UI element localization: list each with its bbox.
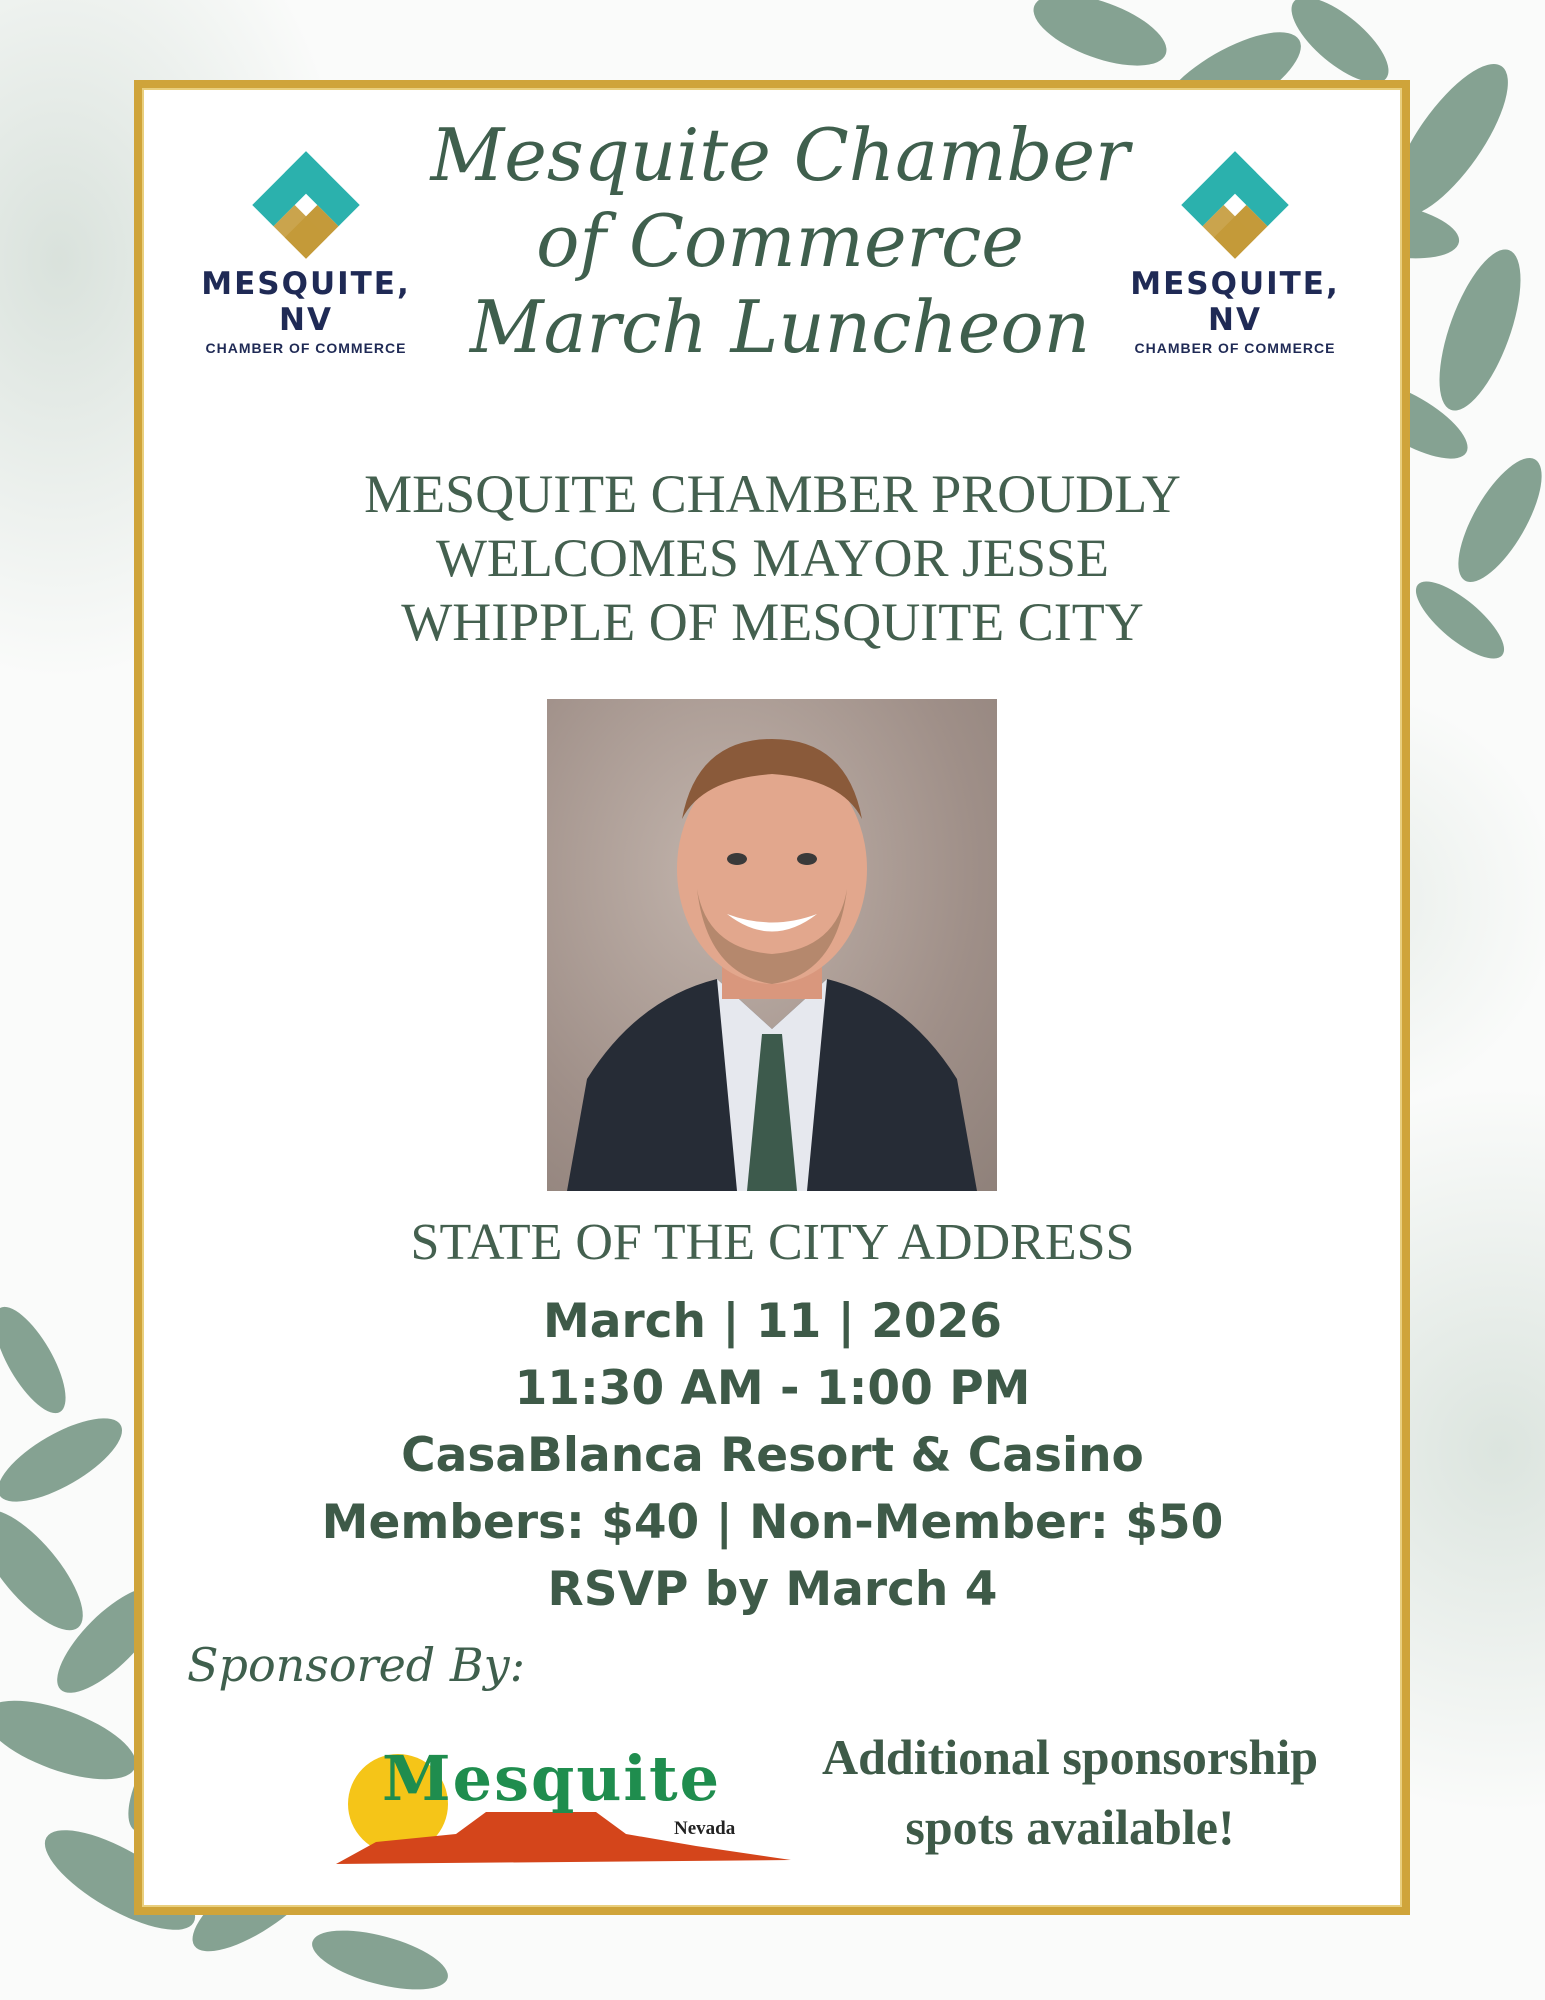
sponsored-by-label: Sponsored By: bbox=[187, 1638, 526, 1692]
event-date: March | 11 | 2026 bbox=[543, 1294, 1002, 1349]
event-rsvp: RSVP by March 4 bbox=[547, 1562, 998, 1617]
additional-sponsorship bbox=[790, 1722, 1350, 1862]
logo-name: MESQUITE, NV bbox=[201, 266, 411, 338]
welcome-heading bbox=[200, 462, 1345, 654]
event-title bbox=[400, 112, 1160, 370]
title-line: Mesquite Chamber bbox=[430, 113, 1130, 197]
sponsor-subtitle: Nevada bbox=[674, 1818, 736, 1839]
event-time: 11:30 AM - 1:00 PM bbox=[514, 1361, 1031, 1416]
chamber-logo-icon bbox=[1175, 150, 1295, 260]
event-subtitle: STATE OF THE CITY ADDRESS bbox=[410, 1214, 1135, 1271]
logo-subtitle: CHAMBER OF COMMERCE bbox=[205, 340, 407, 356]
title-line: March Luncheon bbox=[469, 285, 1091, 369]
chamber-logo-left bbox=[176, 150, 436, 356]
speaker-photo bbox=[547, 699, 997, 1191]
chamber-logo-icon bbox=[246, 150, 366, 260]
logo-subtitle: CHAMBER OF COMMERCE bbox=[1134, 340, 1336, 356]
welcome-line: WHIPPLE OF MESQUITE CITY bbox=[401, 592, 1144, 652]
event-pricing: Members: $40 | Non-Member: $50 bbox=[321, 1495, 1224, 1550]
welcome-line: WELCOMES MAYOR JESSE bbox=[435, 528, 1110, 588]
title-line: of Commerce bbox=[536, 199, 1024, 283]
welcome-line: MESQUITE CHAMBER PROUDLY bbox=[364, 464, 1181, 524]
additional-line: spots available! bbox=[905, 1799, 1235, 1855]
event-venue: CasaBlanca Resort & Casino bbox=[401, 1428, 1144, 1483]
event-details bbox=[200, 1288, 1345, 1623]
additional-line: Additional sponsorship bbox=[821, 1729, 1319, 1785]
sponsor-name: Mesquite bbox=[382, 1742, 722, 1815]
sponsor-logo bbox=[336, 1742, 791, 1864]
logo-name: MESQUITE, NV bbox=[1130, 266, 1340, 338]
